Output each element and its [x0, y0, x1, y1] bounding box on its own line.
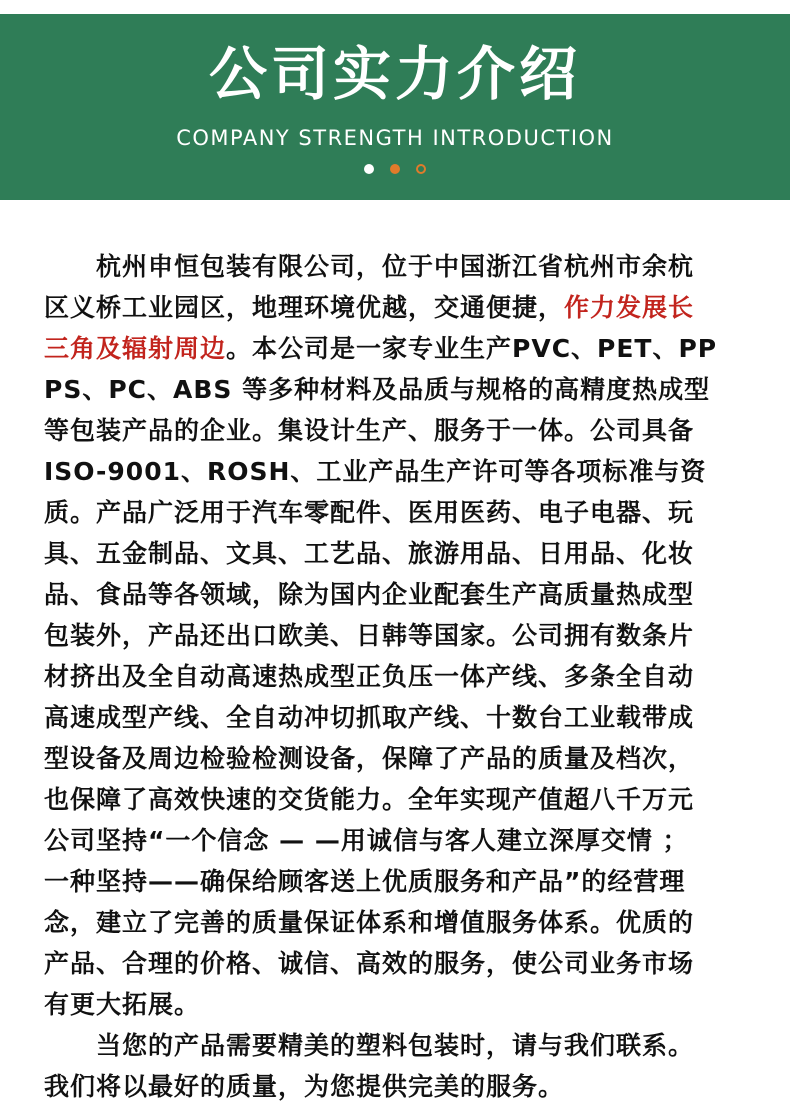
text-line: 我们将以最好的质量，为您提供完美的服务。 — [44, 1072, 565, 1101]
header-banner — [0, 14, 790, 200]
text-line: 包装外，产品还出口欧美、日韩等国家。公司拥有数条片 — [44, 621, 695, 650]
text-line: 念，建立了完善的质量保证体系和增值服务体系。优质的 — [44, 908, 695, 937]
text-line: 一种坚持——确保给顾客送上优质服务和产品”的经营理 — [44, 867, 686, 896]
page-title: 公司实力介绍 — [208, 40, 581, 108]
text-line: 当您的产品需要精美的塑料包装时，请与我们联系。 — [44, 1031, 695, 1060]
text-line: 也保障了高效快速的交货能力。全年实现产值超八千万元 — [44, 785, 695, 814]
text-line: 区义桥工业园区，地理环境优越，交通便捷，作力发展长 — [44, 293, 695, 322]
text-line: 产品、合理的价格、诚信、高效的服务，使公司业务市场 — [44, 949, 695, 978]
text-line: 型设备及周边检验检测设备，保障了产品的质量及档次， — [44, 744, 695, 773]
text-line: 三角及辐射周边。本公司是一家专业生产PVC、PET、PP — [44, 334, 718, 363]
highlight-text: 三角及辐射周边 — [44, 334, 227, 363]
text-line: 具、五金制品、文具、工艺品、旅游用品、日用品、化妆 — [44, 539, 695, 568]
decorative-dots — [0, 162, 790, 176]
text-line: 有更大拓展。 — [44, 990, 201, 1019]
text-line: ISO-9001、ROSH、工业产品生产许可等各项标准与资 — [44, 457, 707, 486]
orange-dot-icon — [390, 164, 400, 174]
text-line: 高速成型产线、全自动冲切抓取产线、十数台工业载带成 — [44, 703, 695, 732]
text-line: 质。产品广泛用于汽车零配件、医用医药、电子电器、玩 — [44, 498, 695, 527]
text-line: 等包装产品的企业。集设计生产、服务于一体。公司具备 — [44, 416, 695, 445]
company-introduction-text — [44, 246, 749, 1107]
page-subtitle: COMPANY STRENGTH INTRODUCTION — [176, 126, 614, 150]
text-line: 材挤出及全自动高速热成型正负压一体产线、多条全自动 — [44, 662, 695, 691]
text-line: 公司坚持“一个信念 — —用诚信与客人建立深厚交情 ； — [44, 826, 689, 855]
text-line: PS、PC、ABS 等多种材料及品质与规格的高精度热成型 — [44, 375, 711, 404]
orange-ring-icon — [416, 164, 426, 174]
text-line: 品、食品等各领域，除为国内企业配套生产高质量热成型 — [44, 580, 695, 609]
white-dot-icon — [364, 164, 374, 174]
highlight-text: 作力发展长 — [564, 293, 695, 322]
text-line: 杭州申恒包装有限公司，位于中国浙江省杭州市余杭 — [44, 252, 695, 281]
